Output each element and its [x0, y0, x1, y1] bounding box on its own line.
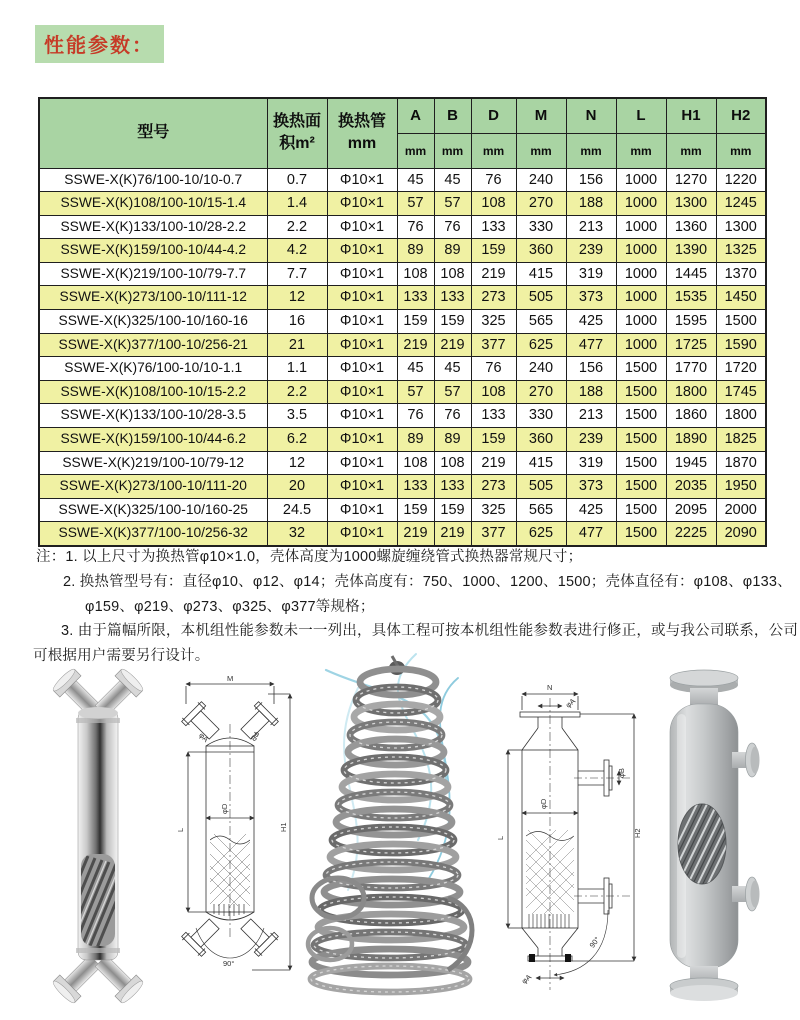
col-header-dim-h1: H1	[666, 98, 716, 133]
value-cell: 159	[471, 239, 516, 263]
photo-polished-exchanger	[26, 664, 171, 1009]
value-cell: 108	[471, 380, 516, 404]
value-cell: 76	[471, 168, 516, 192]
value-cell: Φ10×1	[327, 262, 397, 286]
unit-cell: mm	[397, 133, 434, 168]
value-cell: 1000	[616, 333, 666, 357]
value-cell: 270	[516, 380, 566, 404]
value-cell: 270	[516, 192, 566, 216]
value-cell: 12	[267, 286, 327, 310]
value-cell: 159	[397, 498, 434, 522]
unit-cell: mm	[516, 133, 566, 168]
value-cell: 1.1	[267, 357, 327, 381]
value-cell: 219	[397, 522, 434, 546]
model-cell: SSWE-X(K)159/100-10/44-4.2	[39, 239, 267, 263]
value-cell: 1360	[666, 215, 716, 239]
drawing-type1	[170, 670, 298, 982]
page-title: 性能参数：	[35, 25, 164, 63]
value-cell: 2225	[666, 522, 716, 546]
value-cell: 1000	[616, 215, 666, 239]
value-cell: 1270	[666, 168, 716, 192]
unit-cell: mm	[434, 133, 471, 168]
model-cell: SSWE-X(K)273/100-10/111-20	[39, 475, 267, 499]
col-header-dim-n: N	[566, 98, 616, 133]
table-row	[39, 192, 766, 216]
col-header-dim-l: L	[616, 98, 666, 133]
value-cell: 1390	[666, 239, 716, 263]
value-cell: 159	[471, 428, 516, 452]
value-cell: 1500	[616, 380, 666, 404]
note-line-5: 可根据用户需要另行设计。	[33, 648, 210, 664]
value-cell: 377	[471, 333, 516, 357]
value-cell: 565	[516, 498, 566, 522]
table-row	[39, 522, 766, 546]
svg-text:φA: φA	[563, 696, 578, 710]
value-cell: Φ10×1	[327, 357, 397, 381]
value-cell: 2095	[666, 498, 716, 522]
model-cell: SSWE-X(K)133/100-10/28-3.5	[39, 404, 267, 428]
value-cell: 1500	[616, 522, 666, 546]
table-row	[39, 404, 766, 428]
col-header-dim-d: D	[471, 98, 516, 133]
value-cell: Φ10×1	[327, 333, 397, 357]
col-header-dim-m: M	[516, 98, 566, 133]
value-cell: 1300	[716, 215, 766, 239]
value-cell: 1000	[616, 262, 666, 286]
value-cell: 108	[434, 451, 471, 475]
value-cell: 425	[566, 310, 616, 334]
value-cell: 425	[566, 498, 616, 522]
dim-L	[496, 750, 522, 928]
value-cell: 159	[434, 498, 471, 522]
value-cell: 1245	[716, 192, 766, 216]
table-row	[39, 333, 766, 357]
value-cell: Φ10×1	[327, 428, 397, 452]
value-cell: 330	[516, 404, 566, 428]
value-cell: Φ10×1	[327, 404, 397, 428]
col-header-model: 型号	[39, 98, 267, 168]
table-row	[39, 215, 766, 239]
value-cell: 360	[516, 428, 566, 452]
value-cell: 505	[516, 475, 566, 499]
value-cell: 1445	[666, 262, 716, 286]
value-cell: 1725	[666, 333, 716, 357]
table-row	[39, 428, 766, 452]
col-header-dim-a: A	[397, 98, 434, 133]
spec-table-header	[39, 98, 766, 168]
value-cell: 7.7	[267, 262, 327, 286]
value-cell: 1500	[616, 357, 666, 381]
value-cell: 133	[434, 475, 471, 499]
value-cell: 108	[434, 262, 471, 286]
svg-text:M: M	[227, 674, 234, 683]
value-cell: Φ10×1	[327, 286, 397, 310]
nozzle-bottom-right	[236, 914, 280, 958]
value-cell: 477	[566, 333, 616, 357]
top-flange	[670, 670, 738, 706]
value-cell: 1590	[716, 333, 766, 357]
model-cell: SSWE-X(K)108/100-10/15-1.4	[39, 192, 267, 216]
table-row	[39, 451, 766, 475]
table-row	[39, 262, 766, 286]
value-cell: 219	[471, 451, 516, 475]
value-cell: 415	[516, 451, 566, 475]
value-cell: 2035	[666, 475, 716, 499]
value-cell: 1500	[616, 451, 666, 475]
value-cell: 57	[434, 192, 471, 216]
note-line-4: 3. 由于篇幅所限，本机组性能参数未一一列出，具体工程可按本机组性能参数表进行修正，或与我公司联系，公司	[61, 623, 799, 639]
model-cell: SSWE-X(K)325/100-10/160-25	[39, 498, 267, 522]
col-header-area-line1: 换热面	[272, 112, 321, 130]
value-cell: 213	[566, 215, 616, 239]
value-cell: 1500	[716, 310, 766, 334]
col-header-dim-h2: H2	[716, 98, 766, 133]
value-cell: 16	[267, 310, 327, 334]
unit-cell: mm	[616, 133, 666, 168]
value-cell: 1870	[716, 451, 766, 475]
value-cell: 1325	[716, 239, 766, 263]
value-cell: Φ10×1	[327, 522, 397, 546]
value-cell: 108	[471, 192, 516, 216]
unit-cell: mm	[471, 133, 516, 168]
value-cell: 89	[397, 239, 434, 263]
nozzle-top-left	[180, 700, 224, 744]
value-cell: Φ10×1	[327, 310, 397, 334]
value-cell: Φ10×1	[327, 168, 397, 192]
value-cell: 325	[471, 310, 516, 334]
value-cell: 133	[434, 286, 471, 310]
value-cell: 76	[471, 357, 516, 381]
value-cell: Φ10×1	[327, 192, 397, 216]
value-cell: 1770	[666, 357, 716, 381]
value-cell: 156	[566, 357, 616, 381]
table-row	[39, 475, 766, 499]
value-cell: 373	[566, 475, 616, 499]
model-cell: SSWE-X(K)76/100-10/10-0.7	[39, 168, 267, 192]
value-cell: 1535	[666, 286, 716, 310]
value-cell: 625	[516, 522, 566, 546]
value-cell: 133	[397, 286, 434, 310]
value-cell: 1825	[716, 428, 766, 452]
value-cell: 1500	[616, 404, 666, 428]
value-cell: 45	[397, 357, 434, 381]
photo-grey-exchanger	[646, 662, 772, 1010]
value-cell: 1500	[616, 498, 666, 522]
table-row	[39, 168, 766, 192]
value-cell: 565	[516, 310, 566, 334]
svg-text:φD: φD	[539, 798, 548, 809]
col-header-tube	[327, 98, 397, 168]
value-cell: 1300	[666, 192, 716, 216]
value-cell: 477	[566, 522, 616, 546]
model-cell: SSWE-X(K)219/100-10/79-12	[39, 451, 267, 475]
value-cell: 0.7	[267, 168, 327, 192]
svg-text:90°: 90°	[587, 935, 602, 950]
model-cell: SSWE-X(K)219/100-10/79-7.7	[39, 262, 267, 286]
value-cell: 76	[397, 404, 434, 428]
value-cell: 1500	[616, 475, 666, 499]
value-cell: 1950	[716, 475, 766, 499]
value-cell: 89	[434, 239, 471, 263]
value-cell: 133	[471, 404, 516, 428]
value-cell: Φ10×1	[327, 475, 397, 499]
value-cell: 1595	[666, 310, 716, 334]
model-cell: SSWE-X(K)377/100-10/256-32	[39, 522, 267, 546]
value-cell: 2000	[716, 498, 766, 522]
model-cell: SSWE-X(K)377/100-10/256-21	[39, 333, 267, 357]
value-cell: 377	[471, 522, 516, 546]
nozzle-top-right	[236, 700, 280, 744]
svg-text:L: L	[176, 827, 185, 832]
value-cell: Φ10×1	[327, 239, 397, 263]
col-header-area	[267, 98, 327, 168]
unit-cell: mm	[566, 133, 616, 168]
value-cell: 45	[397, 168, 434, 192]
value-cell: 20	[267, 475, 327, 499]
value-cell: 1000	[616, 239, 666, 263]
value-cell: 373	[566, 286, 616, 310]
nozzle-bottom-left	[180, 914, 224, 958]
value-cell: 4.2	[267, 239, 327, 263]
table-row	[39, 380, 766, 404]
value-cell: 1220	[716, 168, 766, 192]
value-cell: 45	[434, 168, 471, 192]
tube-stubs	[529, 914, 569, 928]
value-cell: 319	[566, 451, 616, 475]
svg-text:φB: φB	[617, 768, 626, 778]
value-cell: 2.2	[267, 380, 327, 404]
svg-text:φA: φA	[519, 972, 534, 986]
value-cell: 45	[434, 357, 471, 381]
value-cell: 1745	[716, 380, 766, 404]
value-cell: 240	[516, 168, 566, 192]
value-cell: 219	[434, 522, 471, 546]
value-cell: 156	[566, 168, 616, 192]
photo-coil-bundle	[296, 648, 488, 1016]
value-cell: 188	[566, 380, 616, 404]
nozzle-lower-side	[574, 878, 630, 914]
spec-table	[38, 97, 767, 547]
svg-text:N: N	[547, 683, 553, 692]
value-cell: 1500	[616, 428, 666, 452]
svg-text:90°: 90°	[223, 959, 235, 968]
value-cell: 1.4	[267, 192, 327, 216]
value-cell: 1450	[716, 286, 766, 310]
value-cell: 1800	[716, 404, 766, 428]
value-cell: 1000	[616, 310, 666, 334]
value-cell: 21	[267, 333, 327, 357]
value-cell: 2.2	[267, 215, 327, 239]
value-cell: 159	[397, 310, 434, 334]
unit-cell: mm	[716, 133, 766, 168]
value-cell: 1000	[616, 168, 666, 192]
table-row	[39, 239, 766, 263]
dim-label-phiB: φB	[248, 729, 263, 744]
table-row	[39, 357, 766, 381]
unit-cell: mm	[666, 133, 716, 168]
value-cell: 213	[566, 404, 616, 428]
value-cell: 1945	[666, 451, 716, 475]
table-row	[39, 310, 766, 334]
value-cell: 57	[397, 192, 434, 216]
value-cell: 6.2	[267, 428, 327, 452]
value-cell: 108	[397, 451, 434, 475]
dim-label-phiA: φA	[197, 730, 211, 744]
dim-angle	[554, 910, 608, 975]
value-cell: 330	[516, 215, 566, 239]
value-cell: 240	[516, 357, 566, 381]
value-cell: 1720	[716, 357, 766, 381]
value-cell: 32	[267, 522, 327, 546]
svg-text:H2: H2	[633, 828, 642, 838]
dim-L	[176, 752, 206, 912]
value-cell: 1370	[716, 262, 766, 286]
value-cell: 133	[397, 475, 434, 499]
value-cell: Φ10×1	[327, 451, 397, 475]
svg-text:φD: φD	[220, 803, 229, 814]
note-line-3: φ159、φ219、φ273、φ325、φ377等规格；	[85, 599, 375, 615]
value-cell: 24.5	[267, 498, 327, 522]
value-cell: Φ10×1	[327, 215, 397, 239]
value-cell: 57	[434, 380, 471, 404]
coil-hatch	[490, 816, 606, 932]
value-cell: 625	[516, 333, 566, 357]
value-cell: 57	[397, 380, 434, 404]
model-cell: SSWE-X(K)159/100-10/44-6.2	[39, 428, 267, 452]
value-cell: 1000	[616, 286, 666, 310]
value-cell: 219	[471, 262, 516, 286]
value-cell: 360	[516, 239, 566, 263]
value-cell: 1000	[616, 192, 666, 216]
value-cell: 76	[434, 404, 471, 428]
value-cell: 505	[516, 286, 566, 310]
coil-hatch	[186, 830, 280, 920]
value-cell: 415	[516, 262, 566, 286]
table-row	[39, 498, 766, 522]
value-cell: 239	[566, 239, 616, 263]
dim-M	[186, 674, 274, 704]
model-cell: SSWE-X(K)108/100-10/15-2.2	[39, 380, 267, 404]
value-cell: 89	[434, 428, 471, 452]
value-cell: 188	[566, 192, 616, 216]
col-header-tube-line2: mm	[347, 135, 377, 153]
drawing-type2	[478, 678, 646, 996]
model-cell: SSWE-X(K)325/100-10/160-16	[39, 310, 267, 334]
value-cell: 273	[471, 475, 516, 499]
value-cell: 89	[397, 428, 434, 452]
value-cell: 1860	[666, 404, 716, 428]
col-header-tube-line1: 换热管	[337, 112, 386, 130]
model-cell: SSWE-X(K)133/100-10/28-2.2	[39, 215, 267, 239]
table-row	[39, 286, 766, 310]
bottom-flange	[670, 966, 738, 1001]
value-cell: 219	[397, 333, 434, 357]
value-cell: Φ10×1	[327, 380, 397, 404]
value-cell: 325	[471, 498, 516, 522]
value-cell: 108	[397, 262, 434, 286]
note-line-2: 2. 换热管型号有：直径φ10、φ12、φ14；壳体高度有：750、1000、1200、1500；壳体直径有：φ108、φ133、	[63, 574, 792, 590]
value-cell: 3.5	[267, 404, 327, 428]
value-cell: 319	[566, 262, 616, 286]
value-cell: 159	[434, 310, 471, 334]
value-cell: 219	[434, 333, 471, 357]
value-cell: 2090	[716, 522, 766, 546]
value-cell: 1800	[666, 380, 716, 404]
value-cell: 273	[471, 286, 516, 310]
value-cell: 76	[434, 215, 471, 239]
svg-text:L: L	[496, 835, 505, 840]
coil-stack	[311, 669, 469, 992]
value-cell: 1890	[666, 428, 716, 452]
value-cell: 133	[471, 215, 516, 239]
note-line-1: 注：1. 以上尺寸为换热管φ10×1.0，壳体高度为1000螺旋缠绕管式换热器常规尺寸；	[36, 549, 583, 565]
col-header-dim-b: B	[434, 98, 471, 133]
value-cell: 239	[566, 428, 616, 452]
model-cell: SSWE-X(K)76/100-10/10-1.1	[39, 357, 267, 381]
model-cell: SSWE-X(K)273/100-10/111-12	[39, 286, 267, 310]
value-cell: Φ10×1	[327, 498, 397, 522]
col-header-area-line2: 积m²	[279, 135, 315, 153]
value-cell: 76	[397, 215, 434, 239]
spec-table-body	[39, 168, 766, 546]
dim-phiA-top	[538, 696, 577, 709]
value-cell: 12	[267, 451, 327, 475]
svg-text:H1: H1	[279, 822, 288, 832]
dim-phiB	[617, 768, 626, 785]
